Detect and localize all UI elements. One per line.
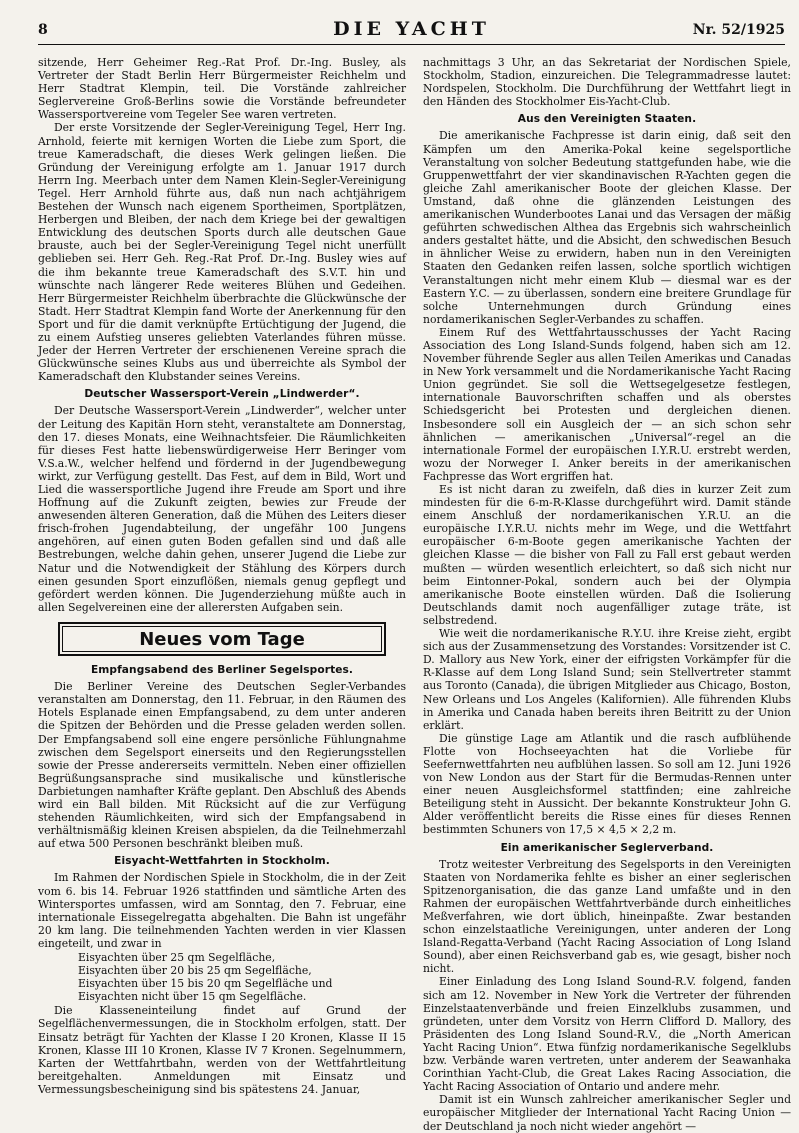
section-title-neues-vom-tage: Neues vom Tage [62, 626, 382, 652]
left-column [38, 56, 406, 1123]
article-paragraph: Die günstige Lage am Atlantik und die rasch aufblühende Flotte von Hochseeyachten hat die Vorliebe für Seefernwettfahrten neu aufblühen lassen. So soll am 12. Juni 1926 von New London aus der Start für die Bermudas-Rennen unter einer neuen Ausgleichsformel stattfinden; eine zahlreiche Beteiligung steht in Aussicht. Der bekannte Konstrukteur John G. Alder veröffentlicht bereits die Risse eines für dieses Rennen bestimmten Schuners von 17,5 × 4,5 × 2,2 m. [423, 731, 791, 837]
list-item: Eisyachten nicht über 15 qm Segelfläche. [78, 990, 307, 1004]
article-paragraph: Die Berliner Vereine des Deutschen Segler-Verbandes veranstalten am Donnerstag, den 11. Februar, in den Räumen des Hotels Esplanade einen Empfangsabend, zu dem unter anderen die Spitzen der Behörden und die Presse geladen werden sollen. Der Empfangsabend soll eine engere persönliche Fühlungnahme zwischen dem Segelsport einerseits und den Regierungsstellen sowie der Presse andererseits vermitteln. Neben einer offiziellen Begrüßungsansprache sind musikalische und künstlerische Darbietungen namhafter Kräfte geplant. Den Abschluß des Abends wird ein Ball bilden. Mit Rücksicht auf die zur Verfügung stehenden Räumlichkeiten, wird sich der Empfangsabend in verhältnismäßig kleinen Kreisen abspielen, da die Teilnehmerzahl auf etwa 500 Personen beschränkt bleiben muß. [38, 680, 406, 851]
page-header [38, 14, 785, 45]
article-paragraph: Einer Einladung des Long Island Sound-R.V. folgend, fanden sich am 12. November in New York die Vertreter der führenden Einzelstaatenverbände und freien Einzelklubs zusammen, und gründeten, unter dem Vorsitz von Herrn Clifford D. Mallory, des Präsidenten des Long Island Sound-R.V., die „North American Yacht Racing Union“. Etwa fünfzig nordamerikanische Segelklubs bzw. Verbände waren vertreten, unter anderem der Seawanhaka Corinthian Yacht-Club, die Great Lakes Racing Association, die Yacht Racing Association of Ontario und andere mehr. [423, 975, 791, 1094]
article-paragraph: Damit ist ein Wunsch zahlreicher amerikanischer Segler und europäischer Mitglieder der International Yacht Racing Union — der Deutschland ja noch nicht wieder angehört — [423, 1093, 791, 1133]
list-item: Eisyachten über 15 bis 20 qm Segelfläche und [78, 977, 333, 991]
section-heading-seglerverband: Ein amerikanischer Seglerverband. [500, 841, 714, 854]
article-paragraph: Die amerikanische Fachpresse ist darin einig, daß seit den Kämpfen um den Amerika-Pokal keine segelsportliche Veranstaltung von solcher Bedeutung stattgefunden habe, wie die Gruppenwettfahrt der vier skandinavischen R-Yachten gegen die gleiche Zahl amerikanischer Boote der gleichen Klasse. Der Umstand, daß ohne die glänzenden Leistungen des amerikanischen Wunderbootes Lanai und das Versagen der mäßig geführten schwedischen Althea das Ergebnis sich wahrscheinlich anders gestaltet hätte, und die Absicht, den schwedischen Besuch in ähnlicher Weise zu erwidern, haben nun in den Vereinigten Staaten den Gedanken reifen lassen, solche sportlich wichtigen Veranstaltungen nicht mehr einem Klub — diesmal war es der Eastern Y.C. — zu überlassen, sondern eine breitere Grundlage für solche Unternehmungen durch Gründung eines nordamerikanischen Segler-Verbandes zu schaffen. [423, 129, 791, 326]
article-paragraph: nachmittags 3 Uhr, an das Sekretariat der Nordischen Spiele, Stockholm, Stadion, einzureichen. Die Telegrammadresse lautet: Nordspelen, Stockholm. Die Durchführung der Wettfahrt liegt in den Händen des Stockholmer Eis-Yacht-Club. [423, 56, 791, 109]
section-heading-empfangsabend: Empfangsabend des Berliner Segelsportes. [90, 664, 354, 677]
article-paragraph: Trotz weitester Verbreitung des Segelsports in den Vereinigten Staaten von Nordamerika fehlte es bisher an einer seglerischen Spitzenorganisation, die das ganze Land umfaßte und in den Rahmen der europäischen Wettfahrtverbände durch einheitliches Meßverfahren, wie dort üblich, hineinpaßte. Zwar bestanden schon einzelstaatliche Vereinigungen, unter anderen der Long Island-Regatta-Verband (Yacht Racing Association of Long Island Sound), aber einen Reichsverband gab es, wie gesagt, bisher noch nicht. [423, 857, 791, 976]
article-paragraph: Die Klasseneinteilung findet auf Grund der Segelflächenvermessungen, die in Stockholm erfolgen, statt. Der Einsatz beträgt für Yachten der Klasse I 20 Kronen, Klasse II 15 Kronen, Klasse III 10 Kronen, Klasse IV 7 Kronen. Segelnummern, Karten der Wettfahrtbahn, werden von der Wettfahrtleitung bereitgehalten. Anmeldungen mit Einsatz und Vermessungsbescheinigung sind bis spätestens 24. Januar, [38, 1004, 406, 1096]
section-box [58, 622, 386, 656]
article-paragraph: Der erste Vorsitzende der Segler-Vereinigung Tegel, Herr Ing. Arnhold, feierte mit kernigen Worten die Liebe zum Sport, die treue Kameradschaft, die dieses Werk gelingen ließen. Die Gründung der Vereinigung erfolgte am 1. Januar 1917 durch Herrn Ing. Meerbach unter dem Namen Klein-Segler-Vereinigung Tegel. Herr Arnhold führte aus, daß nun nach achtjährigem Bestehen der Wunsch nach eigenem Sportheimen, Sportplätzen, Herbergen und Bleiben, der nach dem Kriege bei der gewaltigen Entwicklung des deutschen Sports durch alle deutschen Gaue brauste, auch bei der Segler-Vereinigung Tegel nicht unerfüllt geblieben sei. Herr Geh. Reg.-Rat Prof. Dr.-Ing. Busley wies auf die ihm bekannte treue Kameradschaft des S.V.T. hin und wünschte nach längerer Rede weiteres Blühen und Gedeihen. Herr Bürgermeister Reichhelm überbrachte die Glückwünsche der Stadt. Herr Stadtrat Klempin fand Worte der Anerkennung für den Sport und für die damit verknüpfte Ertüchtigung der Jugend, die zu einem Aufstieg unseres geliebten Vaterlandes führen müsse. Jeder der Herren Vertreter der erschienenen Vereine sprach die Glückwünsche seines Klubs aus und überreichte als Symbol der Kameradschaft den Klubstander seines Vereins. [38, 121, 406, 384]
magazine-title: DIE YACHT [333, 18, 490, 40]
section-heading-eisyacht: Eisyacht-Wettfahrten in Stockholm. [114, 855, 330, 868]
article-paragraph: Wie weit die nordamerikanische R.Y.U. ihre Kreise zieht, ergibt sich aus der Zusammensetzung des Vorstandes: Vorsitzender ist C. D. Mallory aus New York, einer der eifrigsten Vorkämpfer für die R-Klasse auf dem Long Island Sund; sein Stellvertreter stammt aus Toronto (Canada), die übrigen Mitglieder aus Chicago, Boston, New Orleans und Los Angeles (Kalifornien). Alle führenden Klubs in Amerika und Canada haben bereits ihren Beitritt zu der Union erklärt. [423, 627, 791, 732]
page-number: 8 [38, 22, 48, 38]
right-column [423, 56, 791, 1133]
section-heading-lindwerder: Deutscher Wassersport-Verein „Lindwerder“. [84, 388, 360, 401]
issue-number: Nr. 52/1925 [692, 22, 785, 38]
list-item: Eisyachten über 25 qm Segelfläche, [78, 951, 276, 964]
list-item: Eisyachten über 20 bis 25 qm Segelfläche, [78, 964, 312, 978]
class-list [78, 951, 406, 1003]
article-paragraph: sitzende, Herr Geheimer Reg.-Rat Prof. Dr.-Ing. Busley, als Vertreter der Stadt Berlin Herr Bürgermeister Reichhelm und Herr Stadtrat Klempin, teil. Die Vorstände zahlreicher Seglervereine Groß-Berlins sowie die Vorstände befreundeter Wassersportvereine vom Tegeler See waren vertreten. [38, 56, 406, 122]
article-paragraph: Es ist nicht daran zu zweifeln, daß dies in kurzer Zeit zum mindesten für die 6-m-R-Klasse durchgeführt wird. Damit stände einem Anschluß der nordamerikanischen Y.R.U. an die europäische I.Y.R.U. nichts mehr im Wege, und die Wettfahrt europäischer 6-m-Boote gegen amerikanische Yachten der gleichen Klasse — die bisher von Fall zu Fall erst gebaut werden mußten — würden wesentlich erleichtert, so daß sich nicht nur beim Eintonner-Pokal, sondern auch bei der Olympia amerikanische Boote einstellen würden. Daß die Isolierung Deutschlands damit noch augenfälliger zutage träte, ist selbstredend. [423, 483, 791, 627]
article-paragraph: Im Rahmen der Nordischen Spiele in Stockholm, die in der Zeit vom 6. bis 14. Februar 1926 stattfinden und sämtliche Arten des Wintersportes umfassen, wird am Sonntag, den 7. Februar, eine internationale Eissegelregatta abgehalten. Die Bahn ist ungefähr 20 km lang. Die teilnehmenden Yachten werden in vier Klassen eingeteilt, und zwar in [38, 871, 406, 950]
article-paragraph: Einem Ruf des Wettfahrtausschusses der Yacht Racing Association des Long Island-Sunds folgend, haben sich am 12. November führende Segler aus allen Teilen Amerikas und Canadas in New York versammelt und die Nordamerikanische Yacht Racing Union gegründet. Sie soll die Wettsegelgesetze festlegen, internationale Bauvorschriften schaffen und als oberstes Schiedsgericht bei Protesten und dergleichen dienen. Insbesondere soll ein Ausgleich der — an sich schon sehr ähnlichen — amerikanischen „Universal“-regel an die internationale Formel der europäischen I.Y.R.U. erstrebt werden, wozu der Norweger I. Anker bereits in der amerikanischen Fachpresse das Wort ergriffen hat. [423, 325, 791, 483]
section-heading-vereinigte-staaten: Aus den Vereinigten Staaten. [517, 113, 697, 126]
article-paragraph: Der Deutsche Wassersport-Verein „Lindwerder“, welcher unter der Leitung des Kapitän Horn steht, veranstaltete am Donnerstag, den 17. dieses Monats, eine Weihnachtsfeier. Die Räumlichkeiten für dieses Fest hatte liebenswürdigerweise Herr Beringer vom V.S.a.W., welcher helfend und fördernd in der Jugendbewegung wirkt, zur Verfügung gestellt. Das Fest, auf dem in Bild, Wort und Lied die wassersportliche Jugend ihre Freude am Sport und ihre Hoffnung auf die Zukunft zeigten, bewies zur Freude der anwesenden älteren Generation, daß die Mühen des Leiters dieser frisch-frohen Jugendabteilung, der ungefähr 100 Jungens angehören, auf einen guten Boden gefallen sind und daß alle Bestrebungen, welche dahin gehen, unserer Jugend die Liebe zur Natur und die Notwendigkeit der Stählung des Körpers durch einen gesunden Sport einzuflößen, niemals genug gepflegt und gefördert werden können. Die Jugenderziehung müßte auch in allen Segelvereinen eine der allerersten Aufgaben sein. [38, 404, 406, 614]
